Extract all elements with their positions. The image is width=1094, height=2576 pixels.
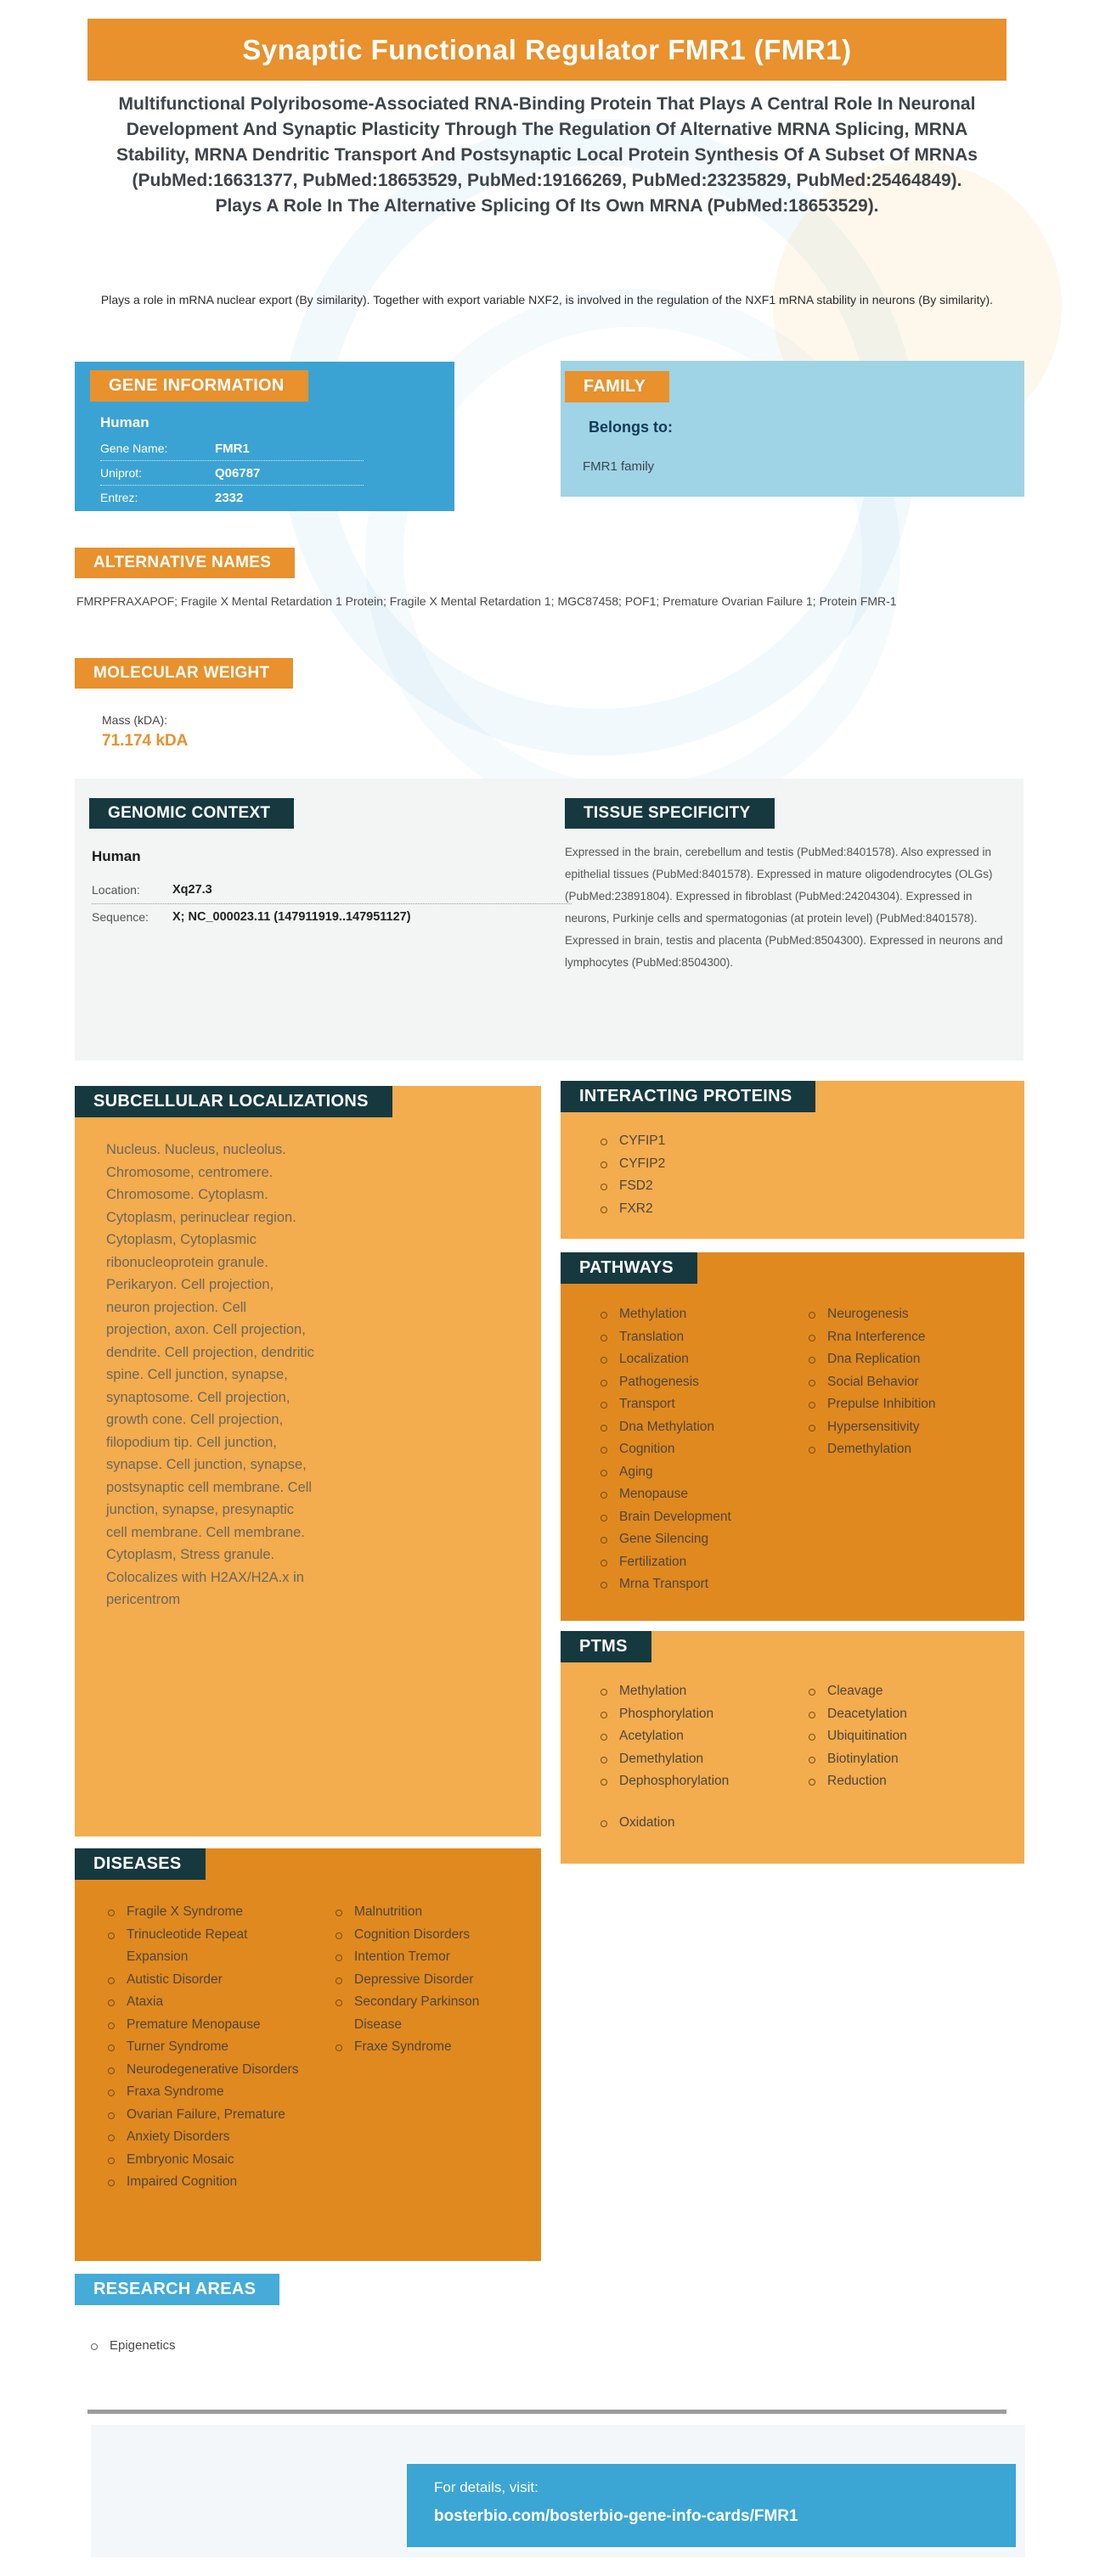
pathway-item: Neurogenesis: [807, 1303, 1002, 1326]
genomic-context-row: [92, 877, 572, 904]
genomic-context-heading: GENOMIC CONTEXT: [89, 798, 294, 829]
diseases-card: [75, 1848, 541, 2261]
diseases-column-2: [334, 1901, 521, 2059]
pathway-item: Translation: [599, 1326, 790, 1349]
footer-visit-label: For details, visit:: [434, 2479, 539, 2495]
page-title-banner: [87, 19, 1007, 81]
pathway-item: Dna Methylation: [599, 1416, 790, 1439]
disease-item: Ovarian Failure, Premature: [106, 2104, 306, 2127]
gene-info-row: [100, 436, 364, 461]
gene-information-heading: GENE INFORMATION: [90, 370, 308, 402]
disease-item: Ataxia: [106, 1991, 306, 2014]
ptm-item: Phosphorylation: [599, 1703, 790, 1726]
disease-item: Cognition Disorders: [334, 1924, 521, 1947]
gene-name-label: Gene Name:: [100, 442, 168, 455]
tissue-specificity-heading: TISSUE SPECIFICITY: [565, 798, 775, 829]
summary-small-paragraph: Plays a role in mRNA nuclear export (By similarity). Together with export variable NXF2, is involved in the regulation of the NXF1 mRNA stability in neurons (By similarity).: [100, 293, 994, 307]
ptms-column-2: [807, 1680, 1002, 1793]
interacting-protein-item: CYFIP2: [599, 1153, 811, 1176]
ptms-column-1: [599, 1680, 790, 1793]
ptm-item: Methylation: [599, 1680, 790, 1703]
pathways-column-1: [599, 1303, 790, 1596]
genomic-context-row: [92, 904, 572, 931]
tissue-specificity-text: Expressed in the brain, cerebellum and testis (PubMed:8401578). Also expressed in epithelial tissues (PubMed:8401578). Expressed in mature oligodendrocytes (OLGs) (PubMed:23891804). Expressed in fibroblast (PubMed:24204304). Expressed in neurons, Purkinje cells and spermatogonias (at protein level) (PubMed:8401578). Expressed in brain, testis and placenta (PubMed:8504300). Expressed in neurons and lymphocytes (PubMed:8504300).: [565, 846, 1003, 969]
disease-item: Trinucleotide Repeat Expansion: [106, 1924, 306, 1969]
page-title: Synaptic Functional Regulator FMR1 (FMR1): [242, 34, 852, 65]
ptms-heading: PTMS: [561, 1631, 651, 1662]
disease-item: Autistic Disorder: [106, 1969, 306, 1992]
mass-label: Mass (kDA):: [102, 713, 167, 727]
disease-item: Embryonic Mosaic: [106, 2149, 306, 2172]
summary-bold-paragraph: Multifunctional Polyribosome-Associated RNA-Binding Protein That Plays A Central Role In Neuronal Development And Synaptic Plasticity Through The Regulation Of Alternative MRNA Splicing, MRNA Stability, MRNA Dendritic Transport And Postsynaptic Local Protein Synthesis Of A Subset Of MRNAs (PubMed:16631377, PubMed:18653529, PubMed:19166269, PubMed:23235829, PubMed:25464849). Plays A Role In The Alternative Splicing Of Its Own MRNA (PubMed:18653529).: [116, 94, 978, 216]
pathway-item: Aging: [599, 1461, 790, 1484]
family-heading: FAMILY: [565, 371, 669, 402]
gene-info-row: [100, 486, 364, 509]
ptm-item: Acetylation: [599, 1725, 790, 1748]
diseases-heading: DISEASES: [75, 1848, 206, 1880]
footer-panel: [91, 2425, 1025, 2557]
gene-information-rows: [100, 436, 364, 509]
entrez-value: 2332: [215, 491, 244, 505]
ptm-item: Dephosphorylation: [599, 1770, 790, 1793]
ptm-item: Ubiquitination: [807, 1725, 1002, 1748]
molecular-weight-heading: MOLECULAR WEIGHT: [75, 658, 293, 689]
entrez-label: Entrez:: [100, 491, 138, 504]
ptm-item: Oxidation: [599, 1812, 790, 1835]
pathway-item: Pathogenesis: [599, 1371, 790, 1394]
disease-item: Anxiety Disorders: [106, 2126, 306, 2149]
pathway-item: Brain Development: [599, 1506, 790, 1529]
pathway-item: Transport: [599, 1393, 790, 1416]
pathway-item: Social Behavior: [807, 1371, 1002, 1394]
pathway-item: Gene Silencing: [599, 1528, 790, 1551]
genomic-context-species: Human: [92, 848, 141, 864]
family-belongs-label: Belongs to:: [589, 419, 673, 436]
mass-value: 71.174 kDA: [102, 732, 189, 750]
pathway-item: Demethylation: [807, 1438, 1002, 1461]
disease-item: Premature Menopause: [106, 2014, 306, 2037]
pathway-item: Cognition: [599, 1438, 790, 1461]
ptm-item: Cleavage: [807, 1680, 1002, 1703]
pathway-item: Fertilization: [599, 1551, 790, 1574]
disease-item: Malnutrition: [334, 1901, 521, 1924]
location-value: Xq27.3: [172, 883, 212, 897]
pathway-item: Prepulse Inhibition: [807, 1393, 1002, 1416]
genomic-context-rows: [92, 877, 572, 931]
pathway-item: Dna Replication: [807, 1348, 1002, 1371]
gene-information-card: [75, 362, 454, 511]
footer-divider: [87, 2410, 1007, 2414]
gene-information-species: Human: [100, 414, 149, 430]
interacting-protein-item: FXR2: [599, 1198, 811, 1221]
disease-item: Secondary Parkinson Disease: [334, 1991, 521, 2036]
gene-name-value: FMR1: [215, 442, 250, 456]
pathways-column-2: [807, 1303, 1002, 1461]
disease-item: Fraxe Syndrome: [334, 2036, 521, 2059]
disease-item: Intention Tremor: [334, 1946, 521, 1969]
ptms-column-1-extra: [599, 1812, 790, 1835]
disease-item: Turner Syndrome: [106, 2036, 306, 2059]
research-areas-heading: RESEARCH AREAS: [75, 2274, 279, 2305]
ptm-item: Deacetylation: [807, 1703, 1002, 1726]
pathway-item: Menopause: [599, 1483, 790, 1506]
interacting-proteins-card: [561, 1081, 1024, 1239]
pathway-item: Rna Interference: [807, 1326, 1002, 1349]
disease-item: Impaired Cognition: [106, 2171, 306, 2194]
interacting-protein-item: FSD2: [599, 1175, 811, 1198]
gene-info-row: [100, 461, 364, 486]
sequence-label: Sequence:: [92, 910, 149, 924]
family-card: [561, 361, 1024, 497]
alternative-names-heading: ALTERNATIVE NAMES: [75, 548, 295, 578]
ptm-item: Biotinylation: [807, 1748, 1002, 1771]
disease-item: Neurodegenerative Disorders: [106, 2059, 306, 2082]
subcellular-localizations-card: [75, 1086, 541, 1836]
context-panel: [75, 779, 1024, 1060]
subcellular-localizations-heading: SUBCELLULAR LOCALIZATIONS: [75, 1086, 392, 1117]
footer-visit-url[interactable]: bosterbio.com/bosterbio-gene-info-cards/FMR1: [434, 2507, 798, 2525]
interacting-proteins-heading: INTERACTING PROTEINS: [561, 1081, 815, 1112]
sequence-value: X; NC_000023.11 (147911919..147951127): [172, 910, 411, 924]
uniprot-label: Uniprot:: [100, 466, 143, 480]
disease-item: Fraxa Syndrome: [106, 2081, 306, 2104]
disease-item: Fragile X Syndrome: [106, 1901, 306, 1924]
pathway-item: Mrna Transport: [599, 1573, 790, 1596]
research-areas-list: [89, 2335, 344, 2358]
pathway-item: Methylation: [599, 1303, 790, 1326]
ptm-item: Reduction: [807, 1770, 1002, 1793]
ptm-item: Demethylation: [599, 1748, 790, 1771]
pathway-item: Localization: [599, 1348, 790, 1371]
diseases-column-1: [106, 1901, 306, 2194]
interacting-proteins-list: [599, 1130, 811, 1220]
alternative-names-text: FMRPFRAXAPOF; Fragile X Mental Retardation 1 Protein; Fragile X Mental Retardation 1; MGC87458; POF1; Premature Ovarian Failure 1; Protein FMR-1: [76, 594, 897, 608]
disease-item: Depressive Disorder: [334, 1969, 521, 1992]
interacting-protein-item: CYFIP1: [599, 1130, 811, 1153]
ptms-card: [561, 1631, 1024, 1864]
research-area-item: Epigenetics: [89, 2335, 344, 2358]
pathways-card: [561, 1252, 1024, 1621]
subcellular-localizations-text: Nucleus. Nucleus, nucleolus. Chromosome, centromere. Chromosome. Cytoplasm. Cytoplasm, perinuclear region. Cytoplasm, Cytoplasmic ribonucleoprotein granule. Perikaryon. Cell projection, neuron projection. Cell projection, axon. Cell projection, dendrite. Cell projection, dendritic spine. Cell junction, synapse, synaptosome. Cell projection, growth cone. Cell projection, filopodium tip. Cell junction, synapse. Cell junction, synapse, postsynaptic cell membrane. Cell junction, synapse, presynaptic cell membrane. Cell membrane. Cytoplasm, Stress granule. Colocalizes with H2AX/H2A.x in pericentrom: [106, 1142, 314, 1607]
location-label: Location:: [92, 883, 140, 897]
footer-visit-box: [407, 2464, 1016, 2547]
pathways-heading: PATHWAYS: [561, 1252, 697, 1284]
family-value: FMR1 family: [583, 459, 655, 474]
uniprot-value: Q06787: [215, 466, 261, 481]
pathway-item: Hypersensitivity: [807, 1416, 1002, 1439]
